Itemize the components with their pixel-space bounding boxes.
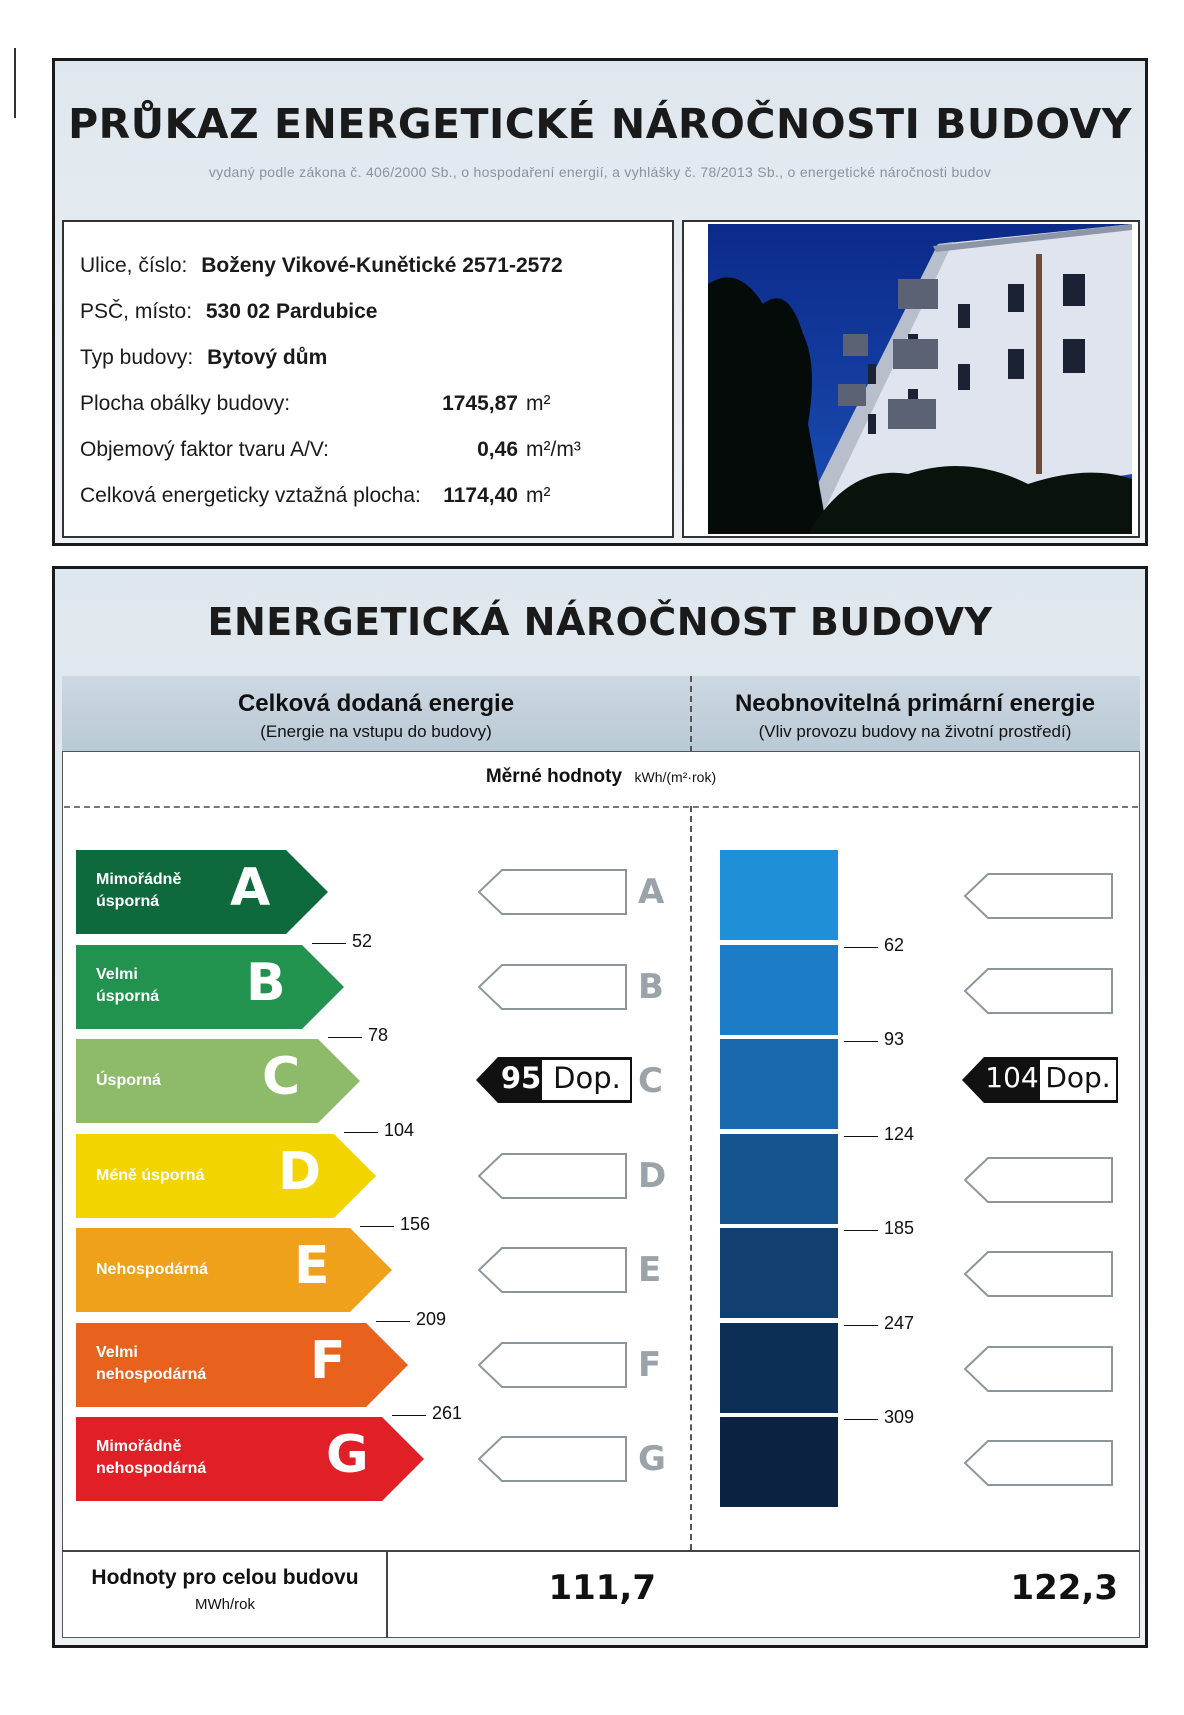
blue-scale-block-e <box>720 1228 838 1318</box>
area-label: Celková energeticky vztažná plocha: <box>80 484 421 507</box>
specific-values-row <box>62 766 1140 788</box>
left-threshold-label: 209 <box>416 1309 447 1329</box>
shape-unit: m²/m³ <box>526 438 581 461</box>
class-band-subtext-b: úsporná <box>96 988 160 1005</box>
right-empty-box-g <box>964 1439 1114 1487</box>
right-threshold-tick <box>844 1230 878 1231</box>
type-label: Typ budovy: <box>80 346 194 369</box>
right-empty-box-d <box>964 1156 1114 1204</box>
blue-scale-block-g <box>720 1417 838 1507</box>
left-threshold-label: 52 <box>352 931 373 951</box>
left-threshold-tick <box>392 1415 426 1416</box>
class-band-letter-d: D <box>278 1142 322 1202</box>
class-band-text-e: Nehospodárná <box>96 1261 209 1278</box>
zip-value: 530 02 Pardubice <box>205 300 378 323</box>
street-value: Boženy Vikové-Kunětické 2571-2572 <box>201 254 563 277</box>
class-band-letter-c: C <box>262 1047 301 1107</box>
blue-scale-block-b <box>720 945 838 1035</box>
class-band-letter-a: A <box>230 858 271 918</box>
right-threshold-label: 124 <box>884 1124 915 1144</box>
left-empty-box-b <box>478 963 628 1011</box>
right-marker-label: Dop. <box>1045 1061 1111 1094</box>
totals-unit: MWh/rok <box>195 1596 255 1613</box>
class-band-letter-f: F <box>310 1331 346 1391</box>
zip-label: PSČ, místo: <box>80 300 193 323</box>
street-row <box>80 254 563 278</box>
type-row <box>80 346 327 370</box>
class-band-text-c: Úsporná <box>96 1072 161 1089</box>
envelope-value: 1745,87 <box>442 392 518 415</box>
left-empty-box-f <box>478 1341 628 1389</box>
class-band-text-b: Velmi <box>96 966 138 983</box>
ghost-letter-c: C <box>638 1061 663 1101</box>
right-threshold-label: 185 <box>884 1218 915 1238</box>
totals-label-cell <box>62 1550 388 1638</box>
left-threshold-tick <box>376 1321 410 1322</box>
left-threshold-label: 261 <box>432 1403 463 1423</box>
right-threshold-tick <box>844 1325 878 1326</box>
right-marker-value: 104 <box>985 1061 1039 1094</box>
left-marker-value: 95 <box>500 1061 542 1095</box>
left-empty-box-d <box>478 1152 628 1200</box>
class-band-text-f: Velmi <box>96 1344 138 1361</box>
rating-title: ENERGETICKÁ NÁROČNOST BUDOVY <box>207 600 993 644</box>
column-divider <box>690 806 692 1550</box>
certificate-title: PRŮKAZ ENERGETICKÉ NÁROČNOSTI BUDOVY <box>68 100 1132 148</box>
right-empty-box-f <box>964 1345 1114 1393</box>
class-band-text-g: Mimořádně <box>96 1438 182 1455</box>
right-threshold-tick <box>844 1041 878 1042</box>
left-threshold-tick <box>360 1226 394 1227</box>
left-total-value: 111,7 <box>548 1568 656 1608</box>
right-threshold-label: 62 <box>884 935 905 955</box>
specific-values-label: Měrné hodnoty <box>485 766 623 787</box>
envelope-label: Plocha obálky budovy: <box>80 392 291 415</box>
left-column-header: Celková dodaná energie <box>237 690 515 717</box>
right-empty-box-a <box>964 872 1114 920</box>
type-value: Bytový dům <box>207 346 328 369</box>
left-column-subheader: (Energie na vstupu do budovy) <box>260 722 492 741</box>
left-threshold-label: 156 <box>400 1214 431 1234</box>
left-threshold-label: 78 <box>368 1025 389 1045</box>
left-threshold-tick <box>312 943 346 944</box>
left-empty-box-e <box>478 1246 628 1294</box>
class-band-subtext-g: nehospodárná <box>96 1460 207 1477</box>
left-marker-label: Dop. <box>553 1061 621 1095</box>
blue-scale-block-a <box>720 850 838 940</box>
right-total-value: 122,3 <box>1010 1568 1118 1608</box>
ghost-letter-d: D <box>638 1156 667 1196</box>
shape-value: 0,46 <box>477 438 518 461</box>
ghost-letter-a: A <box>638 872 665 912</box>
street-label: Ulice, číslo: <box>80 254 188 277</box>
zip-row <box>80 300 377 324</box>
class-band-letter-g: G <box>326 1425 369 1485</box>
right-threshold-label: 309 <box>884 1407 915 1427</box>
right-threshold-tick <box>844 947 878 948</box>
right-column-header: Neobnovitelná primární energie <box>734 690 1096 717</box>
right-threshold-label: 93 <box>884 1029 905 1049</box>
ghost-letter-g: G <box>638 1439 666 1479</box>
blue-scale-block-f <box>720 1323 838 1413</box>
class-band-subtext-f: nehospodárná <box>96 1366 207 1383</box>
class-band-letter-b: B <box>246 953 286 1013</box>
certificate-subtitle: vydaný podle zákona č. 406/2000 Sb., o hospodaření energií, a vyhlášky č. 78/2013 Sb., o energetické náročnosti budov <box>208 164 992 180</box>
left-empty-box-a <box>478 868 628 916</box>
envelope-unit: m² <box>526 392 551 415</box>
right-threshold-label: 247 <box>884 1313 915 1333</box>
class-band-subtext-a: úsporná <box>96 893 160 910</box>
right-threshold-tick <box>844 1136 878 1137</box>
left-empty-box-g <box>478 1435 628 1483</box>
ghost-letter-f: F <box>638 1345 662 1385</box>
right-column-subheader: (Vliv provozu budovy na životní prostředí) <box>758 722 1072 741</box>
area-unit: m² <box>526 484 551 507</box>
left-threshold-tick <box>328 1037 362 1038</box>
right-threshold-tick <box>844 1419 878 1420</box>
ghost-letter-b: B <box>638 967 664 1007</box>
left-threshold-tick <box>344 1132 378 1133</box>
specific-row-divider <box>64 806 1138 808</box>
class-band-text-d: Méně úsporná <box>96 1167 205 1184</box>
specific-values-unit: kWh/(m²·rok) <box>634 769 717 785</box>
totals-label: Hodnoty pro celou budovu <box>91 1566 359 1589</box>
right-empty-box-e <box>964 1250 1114 1298</box>
class-band-text-a: Mimořádně <box>96 871 182 888</box>
shape-label: Objemový faktor tvaru A/V: <box>80 438 329 461</box>
building-photo <box>708 224 1132 534</box>
margin-mark <box>14 48 16 118</box>
class-band-letter-e: E <box>294 1236 330 1296</box>
blue-scale-block-d <box>720 1134 838 1224</box>
ghost-letter-e: E <box>638 1250 662 1290</box>
left-threshold-label: 104 <box>384 1120 415 1140</box>
blue-scale-block-c <box>720 1039 838 1129</box>
area-value: 1174,40 <box>443 484 518 507</box>
right-empty-box-b <box>964 967 1114 1015</box>
